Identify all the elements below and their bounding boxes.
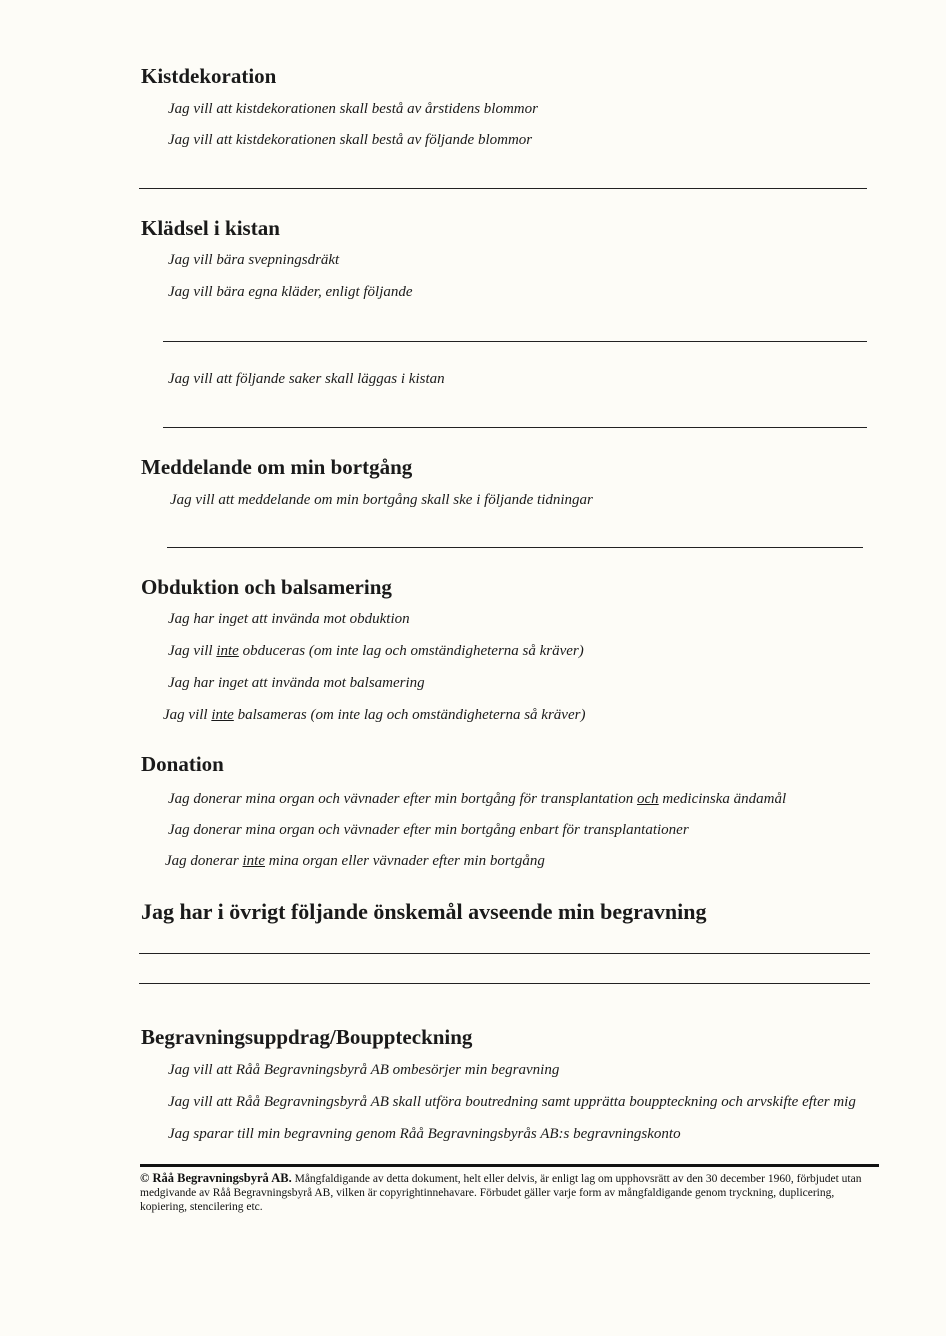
- option-text: Jag donerar mina organ och vävnader efter min bortgång för transplantation: [168, 791, 637, 807]
- option-tidningar[interactable]: Jag vill att meddelande om min bortgång skall ske i följande tidningar: [170, 492, 593, 508]
- option-text: balsameras (om inte lag och omständigheterna så kräver): [233, 707, 586, 723]
- option-text: Jag har inget att invända mot balsamering: [168, 675, 425, 691]
- option-text: Jag donerar mina organ och vävnader efter min bortgång enbart för transplantationer: [168, 822, 689, 838]
- emphasis-inte: inte: [216, 643, 239, 659]
- option-text: obduceras (om inte lag och omständigheterna så kräver): [238, 643, 584, 659]
- option-egna-klader[interactable]: Jag vill bära egna kläder, enligt följande: [168, 284, 413, 300]
- blommor-answer-line[interactable]: [139, 188, 867, 189]
- section-title-meddelande: Meddelande om min bortgång: [141, 455, 413, 479]
- option-donation-alla[interactable]: [168, 790, 786, 808]
- ovrigt-answer-line-2[interactable]: [139, 983, 870, 984]
- ovrigt-answer-line-1[interactable]: [139, 953, 870, 954]
- option-svepningsdrakt[interactable]: Jag vill bära svepningsdräkt: [168, 252, 340, 268]
- copyright-holder: © Råå Begravningsbyrå AB.: [140, 1171, 292, 1185]
- option-text: Jag har inget att invända mot obduktion: [168, 611, 410, 627]
- option-obduktion-ok[interactable]: [168, 610, 410, 628]
- option-foljande-blommor[interactable]: Jag vill att kistdekorationen skall bestå av följande blommor: [168, 132, 533, 148]
- option-begravningskonto[interactable]: Jag sparar till min begravning genom Råå Begravningsbyrås AB:s begravningskonto: [168, 1126, 681, 1142]
- section-title-kladsel: Klädsel i kistan: [141, 216, 280, 240]
- option-text: medicinska ändamål: [658, 791, 787, 807]
- option-text: Jag vill: [163, 707, 212, 723]
- option-ingen-donation[interactable]: [165, 852, 545, 870]
- copyright-notice: [140, 1171, 880, 1214]
- tidningar-answer-line[interactable]: [167, 547, 863, 548]
- option-saker-i-kistan[interactable]: Jag vill att följande saker skall läggas i kistan: [168, 371, 445, 387]
- option-bouppteckning[interactable]: Jag vill att Råå Begravningsbyrå AB skall utföra boutredning samt upprätta bouppteckning och arvskifte efter mig: [168, 1094, 856, 1110]
- option-text: Jag donerar: [165, 853, 243, 869]
- option-donation-transplantation[interactable]: [168, 821, 689, 839]
- option-ej-obduktion[interactable]: [168, 642, 584, 660]
- option-text: mina organ eller vävnader efter min bortgång: [265, 853, 545, 869]
- emphasis-och: och: [637, 791, 659, 807]
- option-ombesorjer-begravning[interactable]: Jag vill att Råå Begravningsbyrå AB ombesörjer min begravning: [168, 1062, 560, 1078]
- section-title-kistdekoration: Kistdekoration: [141, 64, 277, 88]
- option-text: Jag vill: [168, 643, 217, 659]
- option-ej-balsamering[interactable]: [163, 706, 585, 724]
- copyright-text: Mångfaldigande av detta dokument, helt eller delvis, är enligt lag om upphovsrätt av den 30 december 1960, förbjudet utan medgivande av Råå Begravningsbyrå AB, vilken är copyrightinnehavare. Förbudet gäller varje form av mångfaldigande genom tryckning, duplicering, kopiering, stencilering etc.: [140, 1173, 862, 1213]
- section-title-obduktion: Obduktion och balsamering: [141, 575, 392, 599]
- saker-answer-line[interactable]: [163, 427, 867, 428]
- klader-answer-line[interactable]: [163, 341, 867, 342]
- section-title-uppdrag: Begravningsuppdrag/Bouppteckning: [141, 1025, 473, 1049]
- option-balsamering-ok[interactable]: [168, 674, 425, 692]
- footer-rule: [140, 1164, 879, 1167]
- emphasis-inte: inte: [211, 707, 234, 723]
- emphasis-inte: inte: [242, 853, 265, 869]
- option-arstidens-blommor[interactable]: Jag vill att kistdekorationen skall bestå av årstidens blommor: [168, 101, 538, 117]
- section-title-ovrigt: Jag har i övrigt följande önskemål avseende min begravning: [141, 899, 707, 924]
- section-title-donation: Donation: [141, 752, 224, 776]
